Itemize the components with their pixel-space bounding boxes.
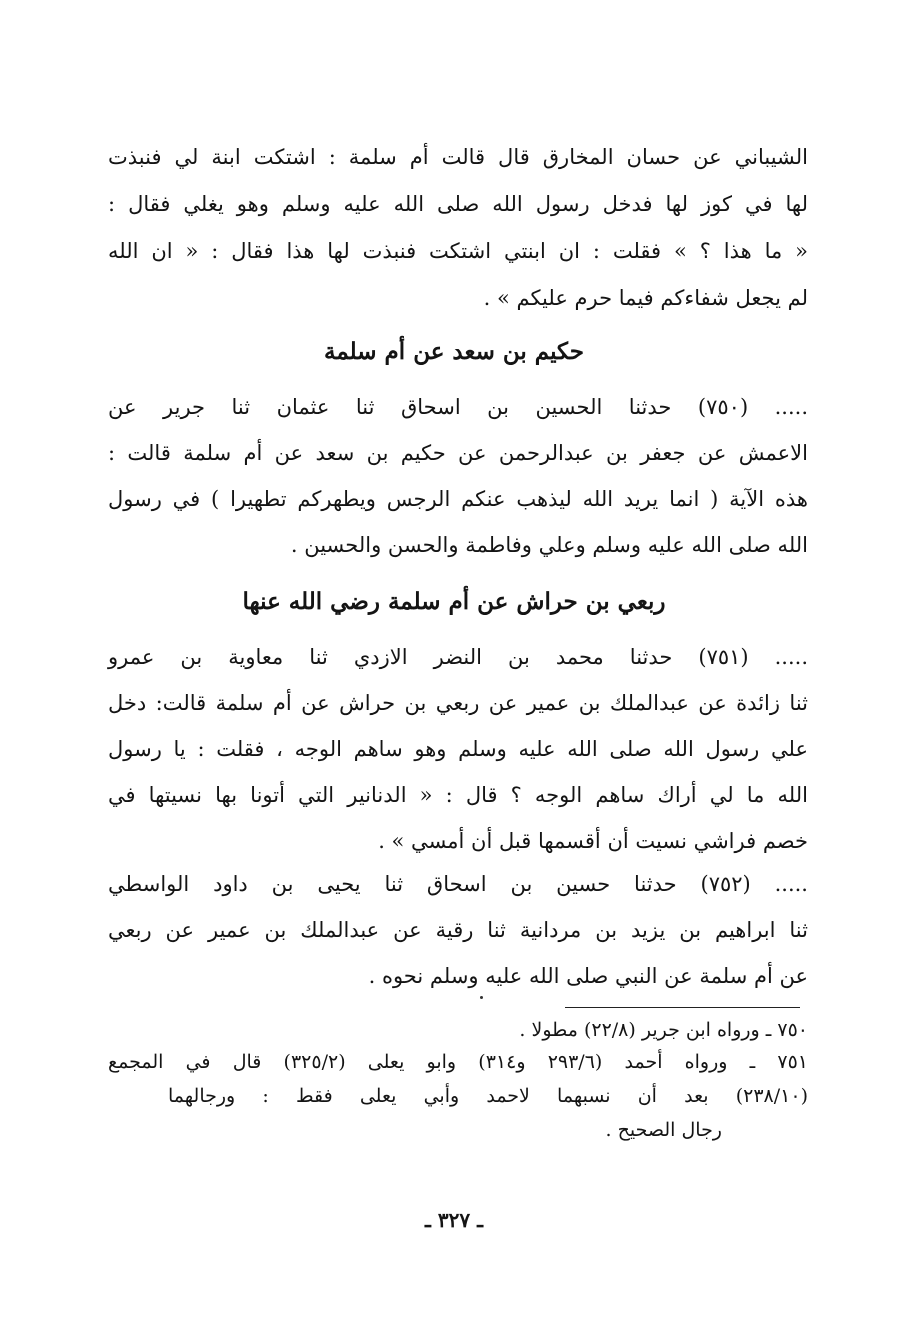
text-line: لم يجعل شفاءكم فيما حرم عليكم » . xyxy=(483,286,808,310)
footnote-751-line-2: (٢٣٨/١٠) بعد أن نسبهما لاحمد وأبي يعلى فقط : ورجالهما xyxy=(168,1085,808,1107)
text-line: الشيباني عن حسان المخارق قال قالت أم سلمة : اشتكت ابنة لي فنبذت xyxy=(108,145,808,169)
text-line: ثنا زائدة عن عبدالملك بن عمير عن ربعي بن حراش عن أم سلمة قالت: دخل xyxy=(108,691,808,715)
text-line: الله ما لي أراك ساهم الوجه ؟ قال : « الدنانير التي أتونا بها نسيتها في xyxy=(108,783,808,807)
footnote-separator xyxy=(565,1007,800,1008)
text-line: ..... (٧٥٢) حدثنا حسين بن اسحاق ثنا يحيى بن داود الواسطي xyxy=(108,872,808,896)
text-line: الله صلى الله عليه وسلم وعلي وفاطمة والحسن والحسين . xyxy=(290,533,808,557)
ink-dot xyxy=(480,996,483,999)
text-line: ..... (٧٥١) حدثنا محمد بن النضر الازدي ثنا معاوية بن عمرو xyxy=(108,645,808,669)
footnote-750: ٧٥٠ ـ ورواه ابن جرير (٢٢/٨) مطولا . xyxy=(519,1019,808,1041)
text-line: ثنا ابراهيم بن يزيد بن مردانية ثنا رقية عن عبدالملك بن عمير عن ربعي xyxy=(108,918,808,942)
footnote-751-line-3: رجال الصحيح . xyxy=(605,1119,722,1141)
section-heading: ربعي بن حراش عن أم سلمة رضي الله عنها xyxy=(242,588,666,615)
page-number: ـ ٣٢٧ ـ xyxy=(425,1208,483,1232)
text-line: لها في كوز لها فدخل رسول الله صلى الله عليه وسلم وهو يغلي فقال : xyxy=(108,192,808,216)
text-line: علي رسول الله صلى الله عليه وسلم وهو ساهم الوجه ، فقلت : يا رسول xyxy=(108,737,808,761)
text-line: « ما هذا ؟ » فقلت : ان ابنتي اشتكت فنبذت لها هذا فقال : « ان الله xyxy=(108,239,808,263)
text-line: الاعمش عن جعفر بن عبدالرحمن عن حكيم بن سعد عن أم سلمة قالت : xyxy=(108,441,808,465)
section-heading: حكيم بن سعد عن أم سلمة xyxy=(324,338,584,365)
footnote-751-line-1: ٧٥١ ـ ورواه أحمد (٢٩٣/٦ و٣١٤) وابو يعلى (٣٢٥/٢) قال في المجمع xyxy=(108,1051,808,1073)
text-line: عن أم سلمة عن النبي صلى الله عليه وسلم نحوه . xyxy=(368,964,808,988)
text-line: هذه الآية ( انما يريد الله ليذهب عنكم الرجس ويطهركم تطهيرا ) في رسول xyxy=(108,487,808,511)
text-line: خصم فراشي نسيت أن أقسمها قبل أن أمسي » . xyxy=(378,829,808,853)
text-line: ..... (٧٥٠) حدثنا الحسين بن اسحاق ثنا عثمان ثنا جرير عن xyxy=(108,395,809,419)
